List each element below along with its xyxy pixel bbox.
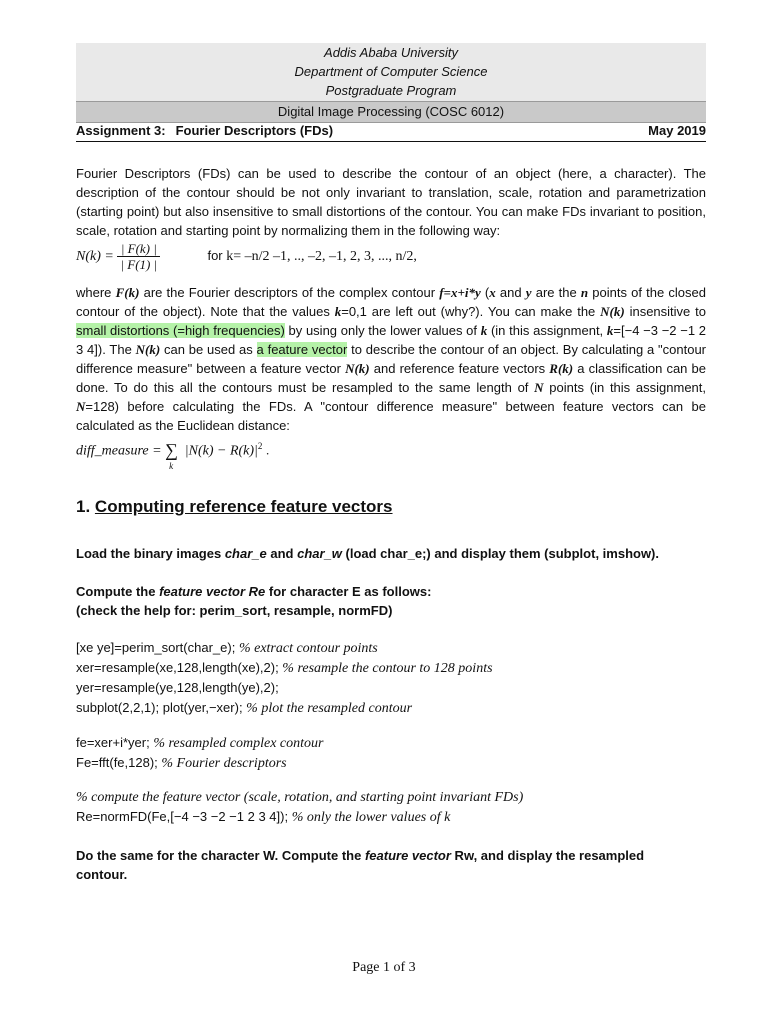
compute-instruction [76, 582, 726, 620]
body-paragraph [76, 283, 706, 435]
diff-lhs: diff_measure = [76, 443, 162, 459]
assignment-bar [76, 123, 706, 142]
department-name: Department of Computer Science [294, 64, 488, 79]
text-run: Load the binary images [76, 546, 225, 561]
assignment-date: May 2019 [648, 123, 706, 138]
math-N: N [76, 399, 86, 414]
text-run: points of the closed contour of the object). Note that the values [76, 285, 706, 319]
text-run: (load char_e;) and display them (subplot, imshow). [341, 546, 659, 561]
load-instruction [76, 544, 726, 563]
code-text: fe=xer+i*yer; [76, 735, 154, 750]
text-run: Compute the [76, 584, 160, 599]
math-n: n [580, 285, 589, 300]
code-text: Fe=fft(fe,128); [76, 755, 162, 770]
program-name: Postgraduate Program [325, 83, 457, 98]
assignment-label: Assignment 3: [76, 123, 166, 138]
code-comment: % resampled complex contour [153, 736, 324, 751]
code-comment: % plot the resampled contour [246, 701, 413, 716]
var-char-w: char_w [297, 546, 342, 561]
math-N-k: N(k) [135, 342, 161, 357]
formula-range: k= –n/2 –1, .., –2, –1, 2, 3, ..., n/2, [226, 248, 417, 264]
code-block-3 [76, 788, 726, 827]
code-block-1 [76, 638, 726, 718]
formula-fraction [117, 241, 160, 272]
feature-vector-label: feature vector [364, 848, 451, 863]
text-run: can be used as [160, 342, 257, 357]
help-hint: (check the help for: perim_sort, resample, normFD) [76, 603, 393, 618]
text-run: and reference feature vectors [369, 361, 550, 376]
text-run: =0,1 are left out (why?). You can make the [341, 304, 601, 319]
code-comment: % compute the feature vector (scale, rotation, and starting point invariant FDs) [76, 790, 524, 805]
code-text: [xe ye]=perim_sort(char_e); [76, 640, 239, 655]
code-comment: % resample the contour to 128 points [282, 661, 493, 676]
text-run: (in this assignment, [487, 323, 607, 338]
code-line [76, 733, 726, 753]
formula-for-label: for [207, 247, 223, 263]
math-N: N [534, 380, 544, 395]
math-k: k [334, 304, 342, 319]
text-run: are the [531, 285, 581, 300]
text-run: =128) before calculating the FDs. A "contour difference measure" between feature vectors can be calculated as the Euclidean distance: [76, 399, 706, 433]
math-x: x [489, 285, 496, 300]
code-comment: % only the lower values of k [291, 810, 451, 825]
sum-subscript: k [169, 460, 174, 471]
code-text: subplot(2,2,1); plot(yer,−xer); [76, 700, 247, 715]
math-k: k [480, 323, 488, 338]
formula-denominator: | F(1) | [120, 257, 158, 272]
text-run: insensitive to [624, 304, 706, 319]
code-text: yer=resample(ye,128,length(ye),2); [76, 680, 279, 695]
math-N-k: N(k) [345, 361, 370, 376]
diff-period: . [266, 442, 270, 458]
feature-vector-re: feature vector Re [159, 584, 266, 599]
code-text: xer=resample(xe,128,length(xe),2); [76, 660, 283, 675]
text-run: are the Fourier descriptors of the complex contour [139, 285, 440, 300]
page-number: Page 1 of 3 [352, 960, 416, 975]
text-run: and [495, 285, 526, 300]
text-run: by using only the lower values of [284, 323, 481, 338]
assignment-title: Fourier Descriptors (FDs) [175, 123, 334, 138]
code-line [76, 753, 726, 773]
diff-body: |N(k) − R(k)| [184, 443, 258, 459]
math-N-k: N(k) [600, 304, 625, 319]
code-line [76, 698, 726, 718]
section-title: Computing reference feature vectors [94, 497, 393, 516]
code-line [76, 658, 726, 678]
text-run: and [266, 546, 298, 561]
course-title: Digital Image Processing (COSC 6012) [76, 101, 706, 123]
text-run: a classification can be done. To do this all the contours must be resampled to the same length of [76, 361, 706, 395]
text-run: to describe the contour of an object. By calculating a "contour difference measure" between a feature vector [76, 342, 706, 376]
final-instruction [76, 846, 726, 884]
sigma-glyph: ∑ [165, 439, 178, 460]
code-block-2 [76, 733, 726, 773]
formula-diff-measure [76, 437, 706, 471]
sum-symbol [165, 439, 181, 471]
code-line [76, 678, 726, 698]
math-y: y [525, 285, 532, 300]
formula-normalization [76, 241, 706, 272]
diff-exponent: 2 [257, 441, 263, 451]
math-R-k: R(k) [549, 361, 574, 376]
formula-numerator: | F(k) | [117, 241, 160, 257]
code-line [76, 638, 726, 658]
text-run: Rw, and display the resampled [450, 848, 645, 863]
math-F-k: F(k) [115, 285, 140, 300]
intro-paragraph: Fourier Descriptors (FDs) can be used to describe the contour of an object (here, a character). The description of the contour should be not only invariant to translation, scale, rotation and parametrization (starting point) but also insensitive to small distortions of the contour. You can make FDs invariant to position, scale, rotation and starting point by normalizing them in the following way: [76, 166, 706, 238]
text-run: where [76, 285, 116, 300]
highlight-high-frequencies: small distortions (=high frequencies) [76, 323, 285, 338]
text-run: for character E as follows: [265, 584, 432, 599]
text-run: ( [480, 285, 490, 300]
math-f-expr: f=x+i*y [439, 285, 481, 300]
code-comment: % extract contour points [238, 641, 378, 656]
text-run: Do the same for the character W. Compute the [76, 848, 365, 863]
header-block [76, 43, 706, 123]
code-text: Re=normFD(Fe,[−4 −3 −2 −1 2 3 4]); [76, 809, 292, 824]
highlight-feature-vector: a feature vector [256, 342, 348, 357]
var-char-e: char_e [224, 546, 267, 561]
section-heading [76, 497, 393, 517]
math-k: k [606, 323, 614, 338]
text-run: points (in this assignment, [543, 380, 707, 395]
section-number: 1. [76, 497, 91, 516]
code-comment: % Fourier descriptors [161, 756, 287, 771]
code-line [76, 807, 726, 827]
text-run: contour. [76, 867, 128, 882]
text-run: =[−4 −3 −2 −1 2 3 4]). The [76, 323, 707, 357]
formula-lhs: N(k) = [76, 248, 114, 264]
university-name: Addis Ababa University [324, 45, 458, 60]
